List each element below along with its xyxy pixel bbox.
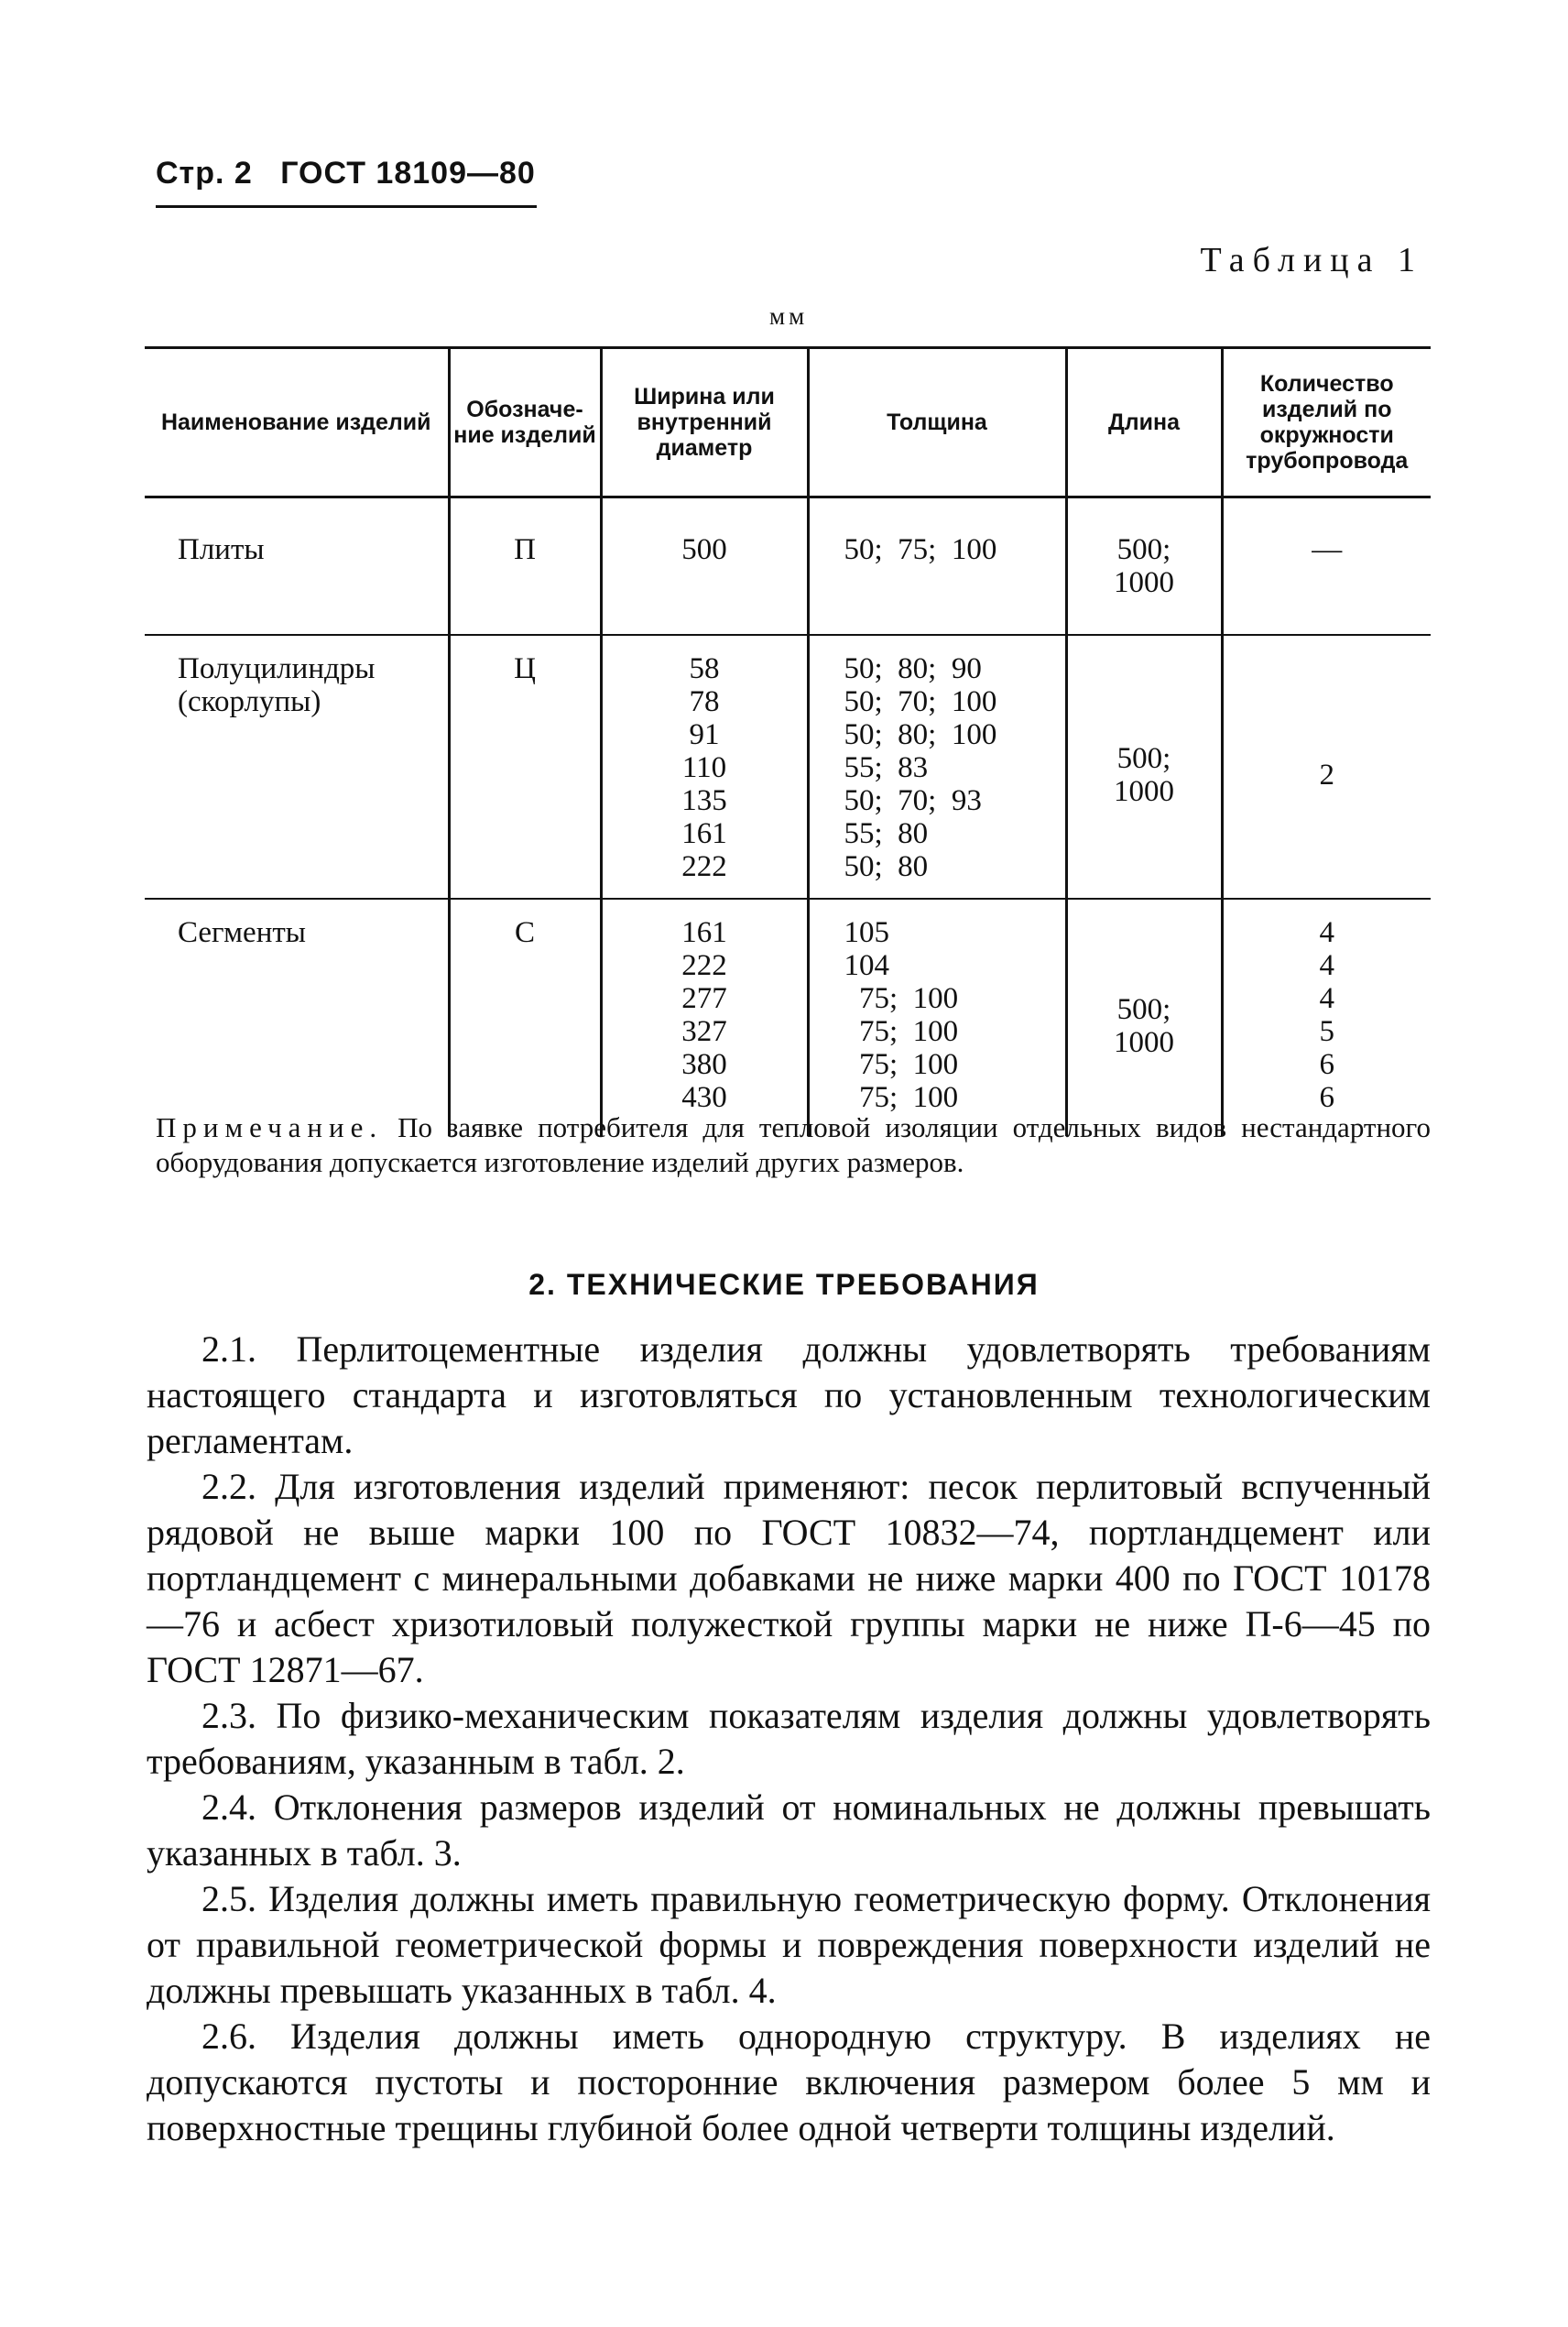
section-body <box>147 1327 1431 2151</box>
value-line: 105 <box>844 916 889 949</box>
value-line: 50; 80; 90 <box>844 652 982 685</box>
cell-count <box>1222 899 1431 1136</box>
value-line: 5 <box>1319 1015 1334 1048</box>
table-note <box>156 1110 1431 1180</box>
paragraph: 2.2. Для изготовления изделий применяют: песок перлитовый вспученный рядовой не выше марки 100 по ГОСТ 10832—74, портландцемент или портландцемент с минеральными добавками не ниже марки 400 по ГОСТ 10178—76 и асбест хризотиловый полужесткой группы марки не ниже П-6—45 по ГОСТ 12871—67. <box>147 1466 1431 1690</box>
cell-count <box>1222 497 1431 636</box>
cell-count <box>1222 635 1431 899</box>
value-line: 430 <box>681 1081 727 1114</box>
cell-thickness <box>808 497 1066 636</box>
value-line: 222 <box>681 949 727 982</box>
value-line: 2 <box>1319 759 1334 792</box>
table-header-row <box>145 348 1431 497</box>
header-width: Ширина или внутренний диаметр <box>601 348 808 497</box>
section-heading: 2. ТЕХНИЧЕСКИЕ ТРЕБОВАНИЯ <box>528 1268 1040 1301</box>
value-line: 50; 70; 93 <box>844 784 982 817</box>
cell-code: Ц <box>449 635 601 899</box>
cell-length <box>1066 497 1222 636</box>
value-line: 327 <box>681 1015 727 1048</box>
cell-thickness <box>808 899 1066 1136</box>
cell-code: П <box>449 497 601 636</box>
value-line: 78 <box>689 685 720 718</box>
value-line: 1000 <box>1114 775 1174 808</box>
header-code: Обозначе-ние изделий <box>449 348 601 497</box>
value-line: 6 <box>1319 1081 1334 1114</box>
cell-name: Сегменты <box>145 899 449 1136</box>
value-line: 277 <box>681 982 727 1015</box>
value-line: 4 <box>1319 982 1334 1015</box>
page-header <box>156 156 554 191</box>
paragraph: 2.6. Изделия должны иметь однородную структуру. В изделиях не допускаются пустоты и посторонние включения размером более 5 мм и поверхностные трещины глубиной более одной четверти толщины изделий. <box>147 2016 1431 2148</box>
value-line: 110 <box>681 751 727 784</box>
value-line: 135 <box>681 784 727 817</box>
note-label: Примечание. <box>156 1111 384 1143</box>
table-row <box>145 635 1431 899</box>
table-caption: Таблица 1 <box>1200 241 1423 279</box>
table-row <box>145 497 1431 636</box>
value-line: 4 <box>1319 916 1334 949</box>
value-line: 6 <box>1319 1048 1334 1081</box>
value-line: 58 <box>689 652 720 685</box>
page-number: Стр. 2 <box>156 156 253 191</box>
table-row <box>145 899 1431 1136</box>
value-line: 222 <box>681 850 727 883</box>
value-line: 500 <box>681 533 727 566</box>
paragraph: 2.1. Перлитоцементные изделия должны удовлетворять требованиям настоящего стандарта и изготовляться по установленным технологическим регламентам. <box>147 1328 1431 1461</box>
cell-length <box>1066 899 1222 1136</box>
paragraph: 2.4. Отклонения размеров изделий от номинальных не должны превышать указанных в табл. 3. <box>147 1786 1431 1874</box>
header-rule <box>156 205 537 208</box>
cell-width <box>601 899 808 1136</box>
value-line: 75; 100 <box>844 1015 959 1048</box>
header-length: Длина <box>1066 348 1222 497</box>
value-line: 161 <box>681 916 727 949</box>
value-line: 75; 100 <box>844 1048 959 1081</box>
cell-name: Полуцилиндры (скорлупы) <box>145 635 449 899</box>
value-line: 75; 100 <box>844 1081 959 1114</box>
value-line: 4 <box>1319 949 1334 982</box>
paragraph: 2.5. Изделия должны иметь правильную геометрическую форму. Отклонения от правильной геометрической формы и повреждения поверхности изделий не должны превышать указанных в табл. 4. <box>147 1878 1431 2011</box>
header-count: Количество изделий по окружности трубопровода <box>1222 348 1431 497</box>
value-line: 104 <box>844 949 889 982</box>
value-line: 75; 100 <box>844 982 959 1015</box>
value-line: 1000 <box>1114 566 1174 599</box>
standard-code: ГОСТ 18109—80 <box>280 156 536 191</box>
value-line: 1000 <box>1114 1026 1174 1059</box>
value-line: 50; 75; 100 <box>844 533 997 566</box>
value-line: 500; <box>1116 533 1171 566</box>
value-line: 50; 80; 100 <box>844 718 997 751</box>
header-thickness: Толщина <box>808 348 1066 497</box>
cell-width <box>601 497 808 636</box>
cell-width <box>601 635 808 899</box>
value-line: 55; 80 <box>844 817 929 850</box>
value-line: — <box>1312 533 1343 566</box>
header-name: Наименование изделий <box>145 348 449 497</box>
paragraph: 2.3. По физико-механическим показателям изделия должны удовлетворять требованиям, указанным в табл. 2. <box>147 1695 1431 1782</box>
value-line: 50; 70; 100 <box>844 685 997 718</box>
table-units: мм <box>769 302 809 330</box>
value-line: 161 <box>681 817 727 850</box>
value-line: 380 <box>681 1048 727 1081</box>
value-line: 55; 83 <box>844 751 929 784</box>
note-text: По заявке потребителя для тепловой изоляции отдельных видов нестандартного оборудования допускается изготовление изделий других размеров. <box>156 1111 1431 1178</box>
value-line: 50; 80 <box>844 850 929 883</box>
cell-length <box>1066 635 1222 899</box>
value-line: 500; <box>1116 742 1171 775</box>
value-line: 91 <box>689 718 720 751</box>
cell-thickness <box>808 635 1066 899</box>
value-line: 500; <box>1116 993 1171 1026</box>
cell-name: Плиты <box>178 533 265 566</box>
dimensions-table <box>145 346 1431 1136</box>
cell-code: С <box>449 899 601 1136</box>
